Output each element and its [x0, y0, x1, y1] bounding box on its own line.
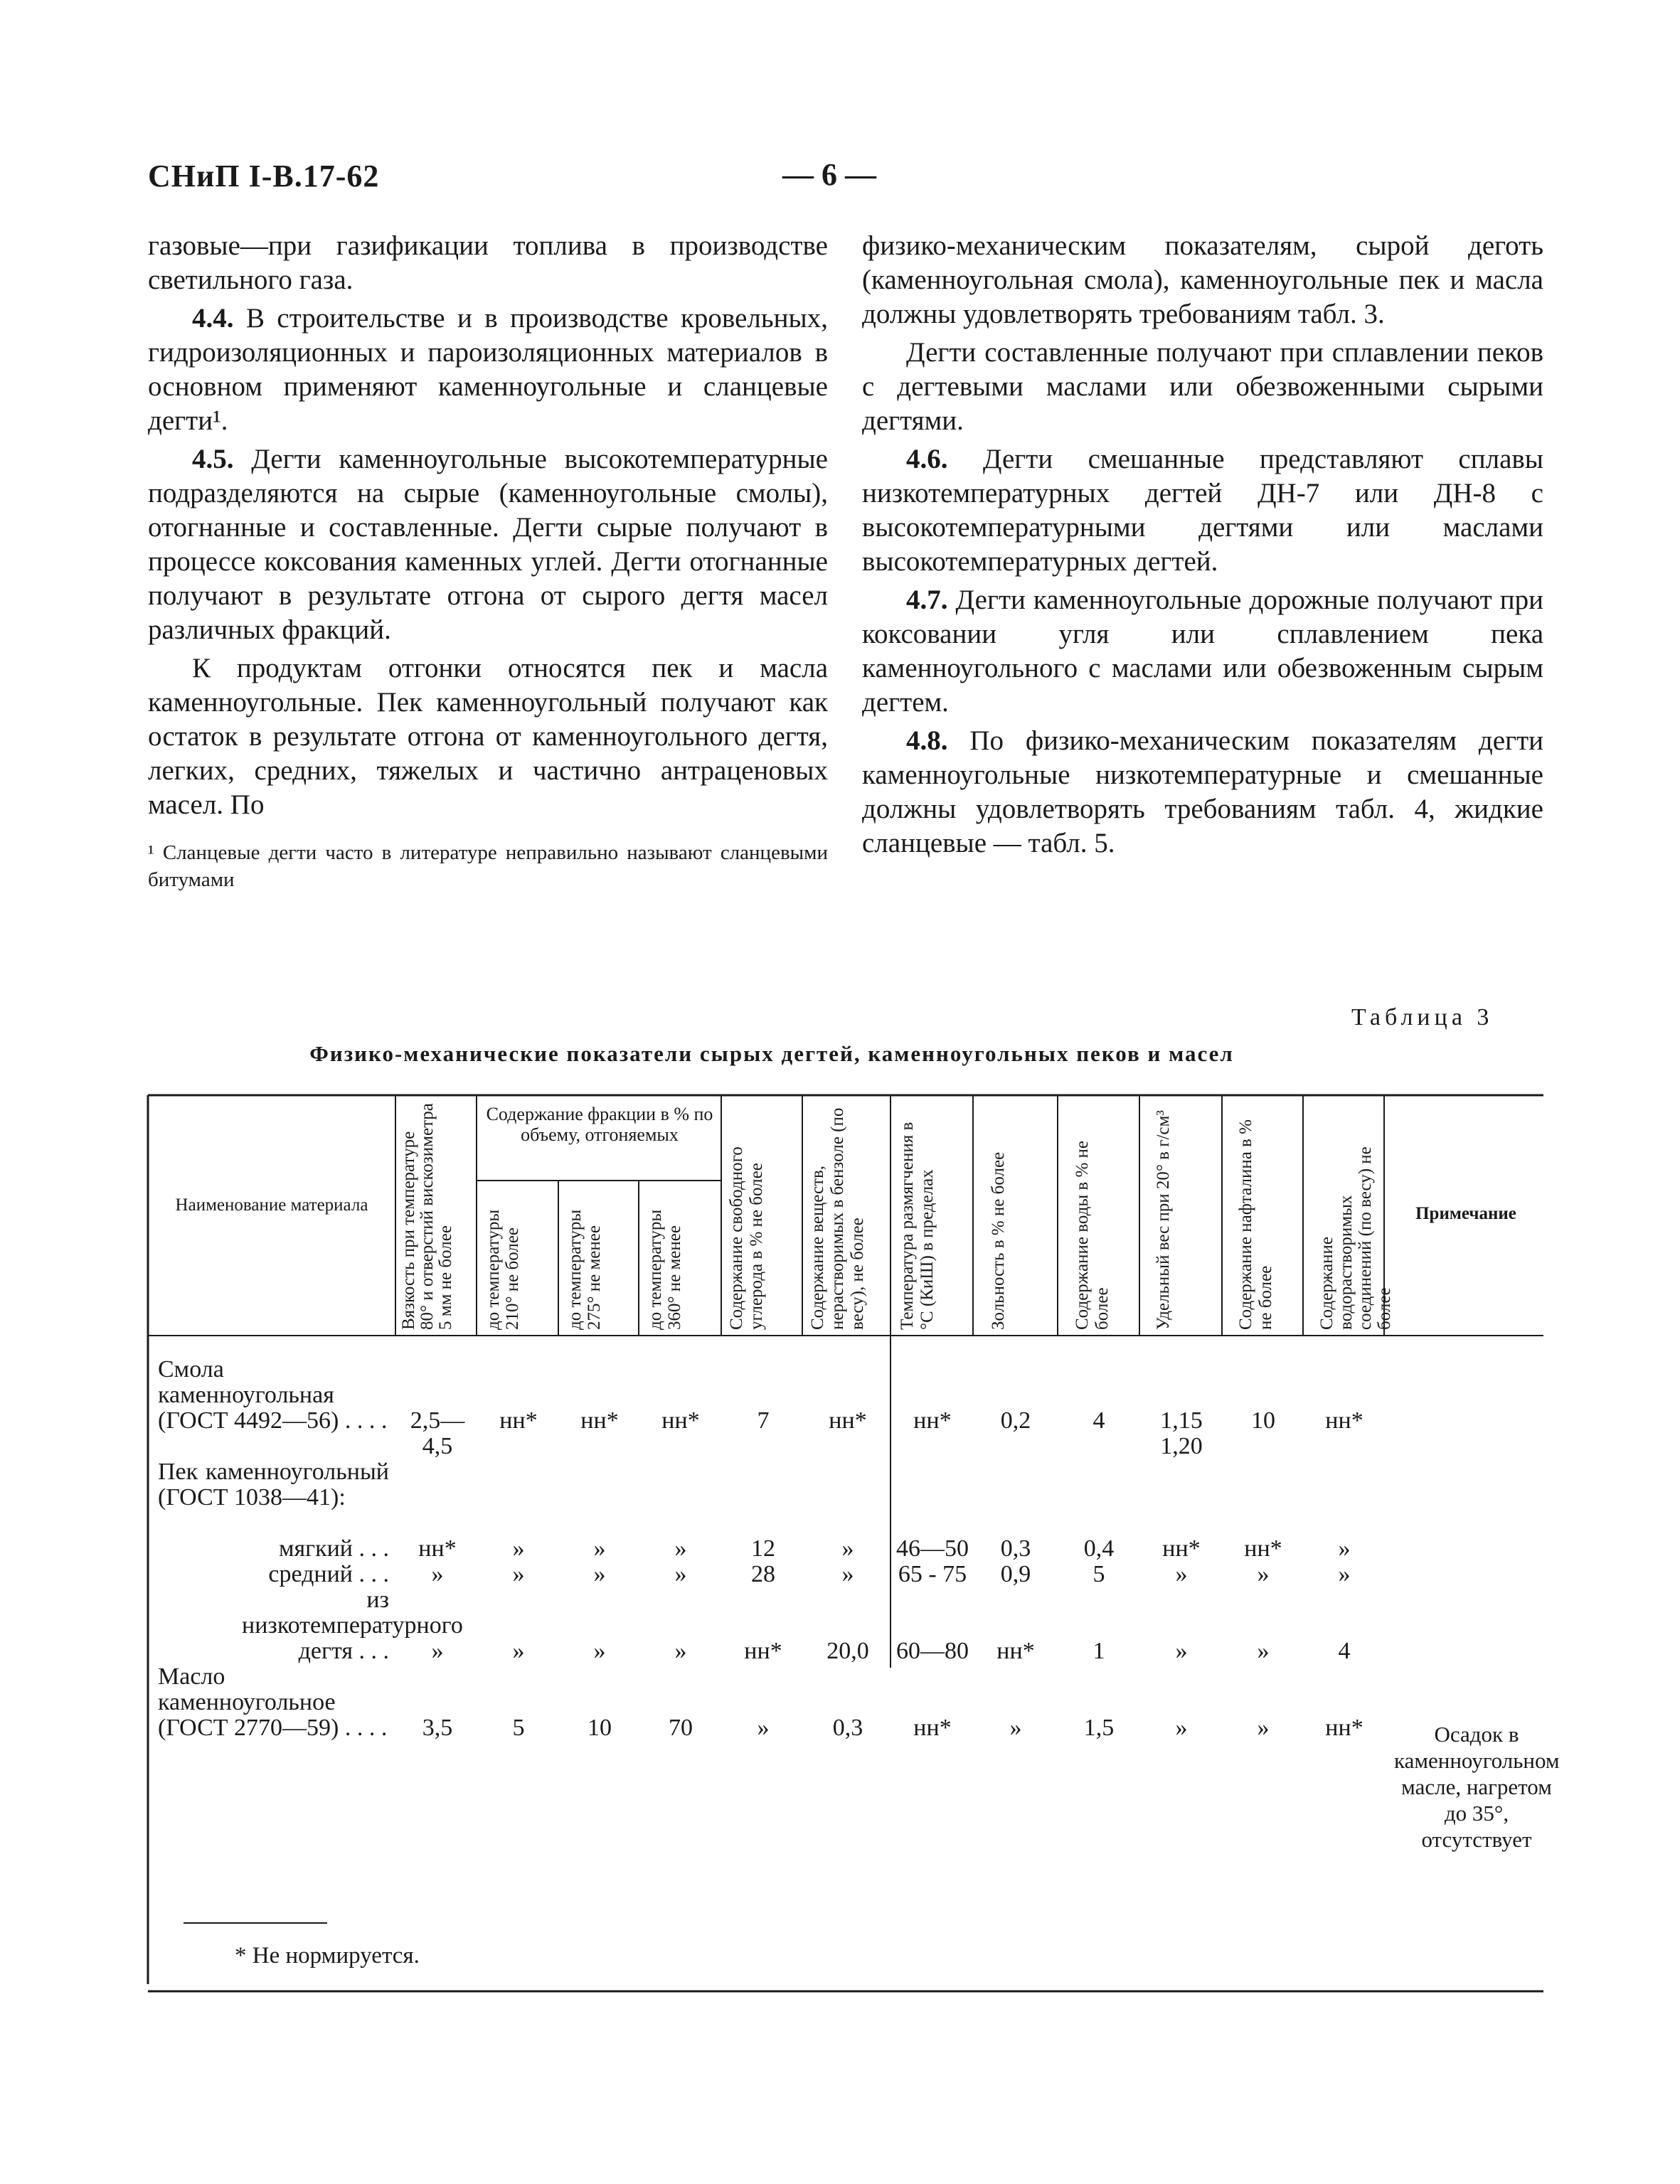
table-cell: нн* [913, 1715, 952, 1741]
table-cell: нн* [1162, 1535, 1201, 1562]
material-name: Пек каменноугольный (ГОСТ 1038—41): [158, 1459, 389, 1511]
table-cell: » [512, 1561, 525, 1587]
table-cell: 20,0 [826, 1638, 869, 1664]
table-cell: нн* [1325, 1407, 1363, 1434]
table-cell: » [1009, 1715, 1022, 1741]
header-frac-360: до температуры 360° не менее [646, 1209, 684, 1330]
table-note-cell: Осадок в каменноугольном масле, нагретом до 35°, отсутствует [1394, 1722, 1560, 1852]
header-ash: Зольность в % не более [989, 1151, 1008, 1330]
table-cell: нн* [1244, 1535, 1282, 1562]
paragraph: 4.5. Дегти каменноугольные высокотемпературные подразделяются на сырые (каменноугольные смолы), отогнанные и составленные. Дегти сырые получают в процессе коксования каменных углей. Дегти отогнанные получают в результате отгона от сырого дегтя масел различных фракций. [148, 444, 828, 645]
paragraph: 4.8. По физико-механическим показателям дегти каменноугольные низкотемпературные и смешанные должны удовлетворять требованиям табл. 4, жидкие сланцевые — табл. 5. [862, 725, 1543, 858]
header-density: Удельный вес при 20° в г/см³ [1154, 1110, 1173, 1330]
table-cell: 12 [751, 1535, 775, 1562]
paragraph: К продуктам отгонки относятся пек и масла каменноугольные. Пек каменноугольный получают как остаток в результате отгона от каменноугольного дегтя, легких, средних, тяжелых и частично антраценовых масел. По [148, 653, 828, 820]
table-cell: нн* [580, 1407, 619, 1434]
table-cell: 46—50 [896, 1535, 969, 1562]
table-cell: » [1257, 1561, 1270, 1587]
table-cell: 1 [1092, 1638, 1105, 1664]
table-cell: » [1175, 1715, 1188, 1741]
table-cell: 4 [1338, 1638, 1351, 1664]
table-cell: » [757, 1715, 770, 1741]
table-cell: 0,3 [1000, 1535, 1031, 1562]
table-cell: » [593, 1535, 606, 1562]
header-frac-275: до температуры 275° не менее [565, 1209, 604, 1330]
table-cell: » [512, 1638, 525, 1664]
header-name: Наименование материала [175, 1195, 368, 1215]
paragraph: физико-механическим показателям, сырой деготь (каменноугольная смола), каменноугольные пек и масла должны удовлетворять требованиям табл. 3. [862, 230, 1543, 329]
material-name: средний . . . [268, 1561, 389, 1587]
table-cell: » [512, 1535, 525, 1562]
table-cell: нн* [499, 1407, 538, 1434]
paragraph: Дегти составленные получают при сплавлении пеков с дегтевыми маслами или обезвоженными сырыми дегтями. [862, 337, 1543, 436]
table-cell: 2,5—4,5 [410, 1407, 465, 1459]
page-number: — 6 — [782, 157, 876, 192]
table-cell: » [1257, 1638, 1270, 1664]
table-title: Физико-механические показатели сырых дегтей, каменноугольных пеков и масел [309, 1041, 1234, 1066]
table-cell: 0,4 [1083, 1535, 1115, 1562]
table-cell: » [431, 1638, 444, 1664]
material-name: из низкотемпературного дегтя . . . [242, 1587, 463, 1664]
table-footnote: * Не нормируется. [235, 1943, 420, 1969]
header-insoluble: Содержание веществ, нерастворимых в бензоле (по весу), не более [808, 1107, 867, 1330]
table-cell: 65 - 75 [898, 1561, 967, 1587]
table-cell: 0,9 [1000, 1561, 1031, 1587]
table-cell: » [593, 1561, 606, 1587]
table-caption: Таблица 3 [1351, 1004, 1494, 1030]
header-water: Содержание воды в % не более [1073, 1140, 1112, 1330]
header-softening: Температура размягчения в °С (КиШ) в пределах [898, 1122, 937, 1330]
table-cell: » [431, 1561, 444, 1587]
material-name: Масло каменноугольное (ГОСТ 2770—59) . . . . [158, 1663, 388, 1741]
material-name: Смола каменноугольная (ГОСТ 4492—56) . . . . [158, 1356, 388, 1434]
table-cell: нн* [744, 1638, 782, 1664]
header-naphthalene: Содержание нафталина в % не более [1236, 1119, 1275, 1330]
table-cell: 60—80 [896, 1638, 969, 1664]
paragraph: 4.4. В строительстве и в производстве кровельных, гидроизоляционных и пароизоляционных материалов в основном применяют каменноугольные и сланцевые дегти¹. [148, 303, 828, 436]
material-name: мягкий . . . [278, 1535, 389, 1562]
header-viscosity: Вязкость при температуре 80° и отверстий вискозиметра 5 мм не более [399, 1103, 455, 1330]
table-cell: 10 [588, 1715, 612, 1741]
header-frac-210: до температуры 210° не более [484, 1209, 522, 1330]
table-cell: » [1175, 1561, 1188, 1587]
table-cell: 4 [1092, 1407, 1105, 1434]
table-cell: нн* [913, 1407, 952, 1434]
table-cell: » [1338, 1535, 1351, 1562]
table-cell: 0,2 [1000, 1407, 1031, 1434]
table-cell: » [674, 1561, 687, 1587]
table-cell: 0,3 [832, 1715, 863, 1741]
table-cell: нн* [418, 1535, 457, 1562]
table-cell: 1,15 1,20 [1160, 1407, 1203, 1459]
paragraph: газовые—при газификации топлива в производстве светильного газа. [148, 230, 828, 295]
table-cell: нн* [996, 1638, 1035, 1664]
table-cell: 10 [1251, 1407, 1275, 1434]
table-cell: » [674, 1535, 687, 1562]
table-cell: 70 [669, 1715, 693, 1741]
footnote: ¹ Сланцевые дегти часто в литературе неправильно называют сланцевыми битумами [148, 841, 828, 891]
table-cell: 1,5 [1083, 1715, 1115, 1741]
table-cell: » [1257, 1715, 1270, 1741]
paragraph: 4.7. Дегти каменноугольные дорожные получают при коксовании угля или сплавлением пека каменноугольного с маслами или обезвоженным сырым дегтем. [862, 585, 1543, 718]
table-cell: нн* [661, 1407, 700, 1434]
table-cell: » [841, 1535, 854, 1562]
table-cell: нн* [1325, 1715, 1363, 1741]
header-water-soluble: Содержание водорастворимых соединений (по весу) не более [1317, 1146, 1394, 1330]
table-cell: » [674, 1638, 687, 1664]
table-cell: нн* [829, 1407, 867, 1434]
table-cell: 28 [751, 1561, 775, 1587]
table-cell: 3,5 [422, 1715, 453, 1741]
header-note: Примечание [1415, 1204, 1516, 1223]
table-cell: 5 [512, 1715, 525, 1741]
header-fraction-group: Содержание фракции в % по объему, отгоняемых [486, 1104, 713, 1145]
header-free-carbon: Содержание свободного углерода в % не более [727, 1146, 766, 1330]
table-cell: » [1338, 1561, 1351, 1587]
document-code: СНиП I-В.17-62 [148, 159, 380, 193]
table-cell: » [1175, 1638, 1188, 1664]
table-cell: » [841, 1561, 854, 1587]
paragraph: 4.6. Дегти смешанные представляют сплавы низкотемпературных дегтей ДН-7 или ДН-8 с высокотемпературными дегтями или маслами высокотемпературных дегтей. [862, 444, 1543, 577]
table-cell: » [593, 1638, 606, 1664]
table-cell: 5 [1092, 1561, 1105, 1587]
table-cell: 7 [757, 1407, 770, 1434]
